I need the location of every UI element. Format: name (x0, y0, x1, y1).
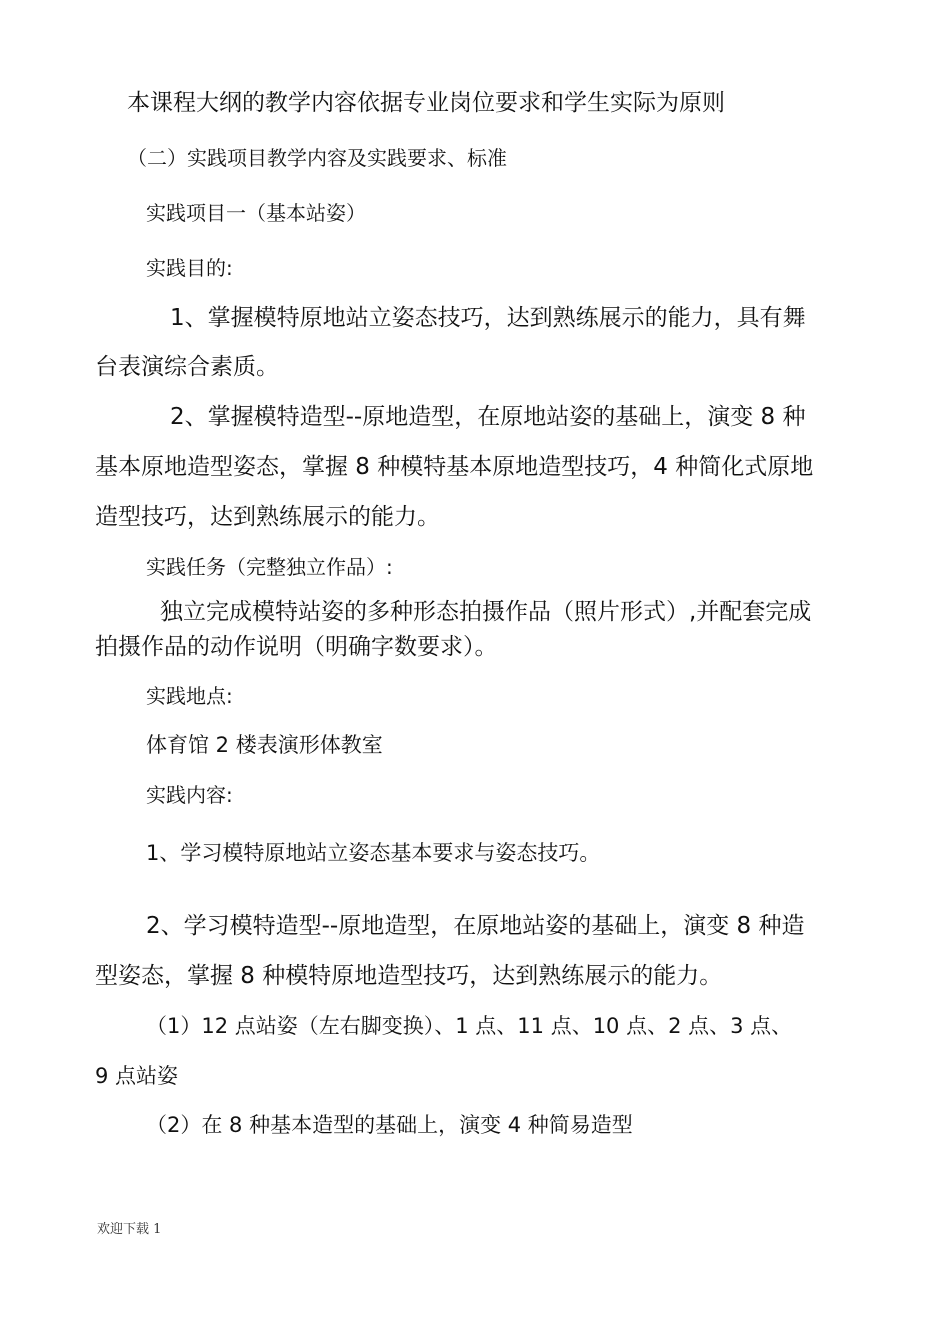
content-item-2-line1: 2、学习模特造型--原地造型，在原地站姿的基础上，演变 8 种造 (146, 913, 805, 939)
section-heading: （二）实践项目教学内容及实践要求、标准 (127, 146, 507, 170)
sub-item-1-line1: （1）12 点站姿（左右脚变换）、1 点、11 点、10 点、2 点、3 点、 (146, 1014, 793, 1038)
intro-line: 本课程大纲的教学内容依据专业岗位要求和学生实际为原则 (127, 90, 725, 116)
location-value: 体育馆 2 楼表演形体教室 (146, 733, 383, 757)
goal-2-line3: 造型技巧，达到熟练展示的能力。 (95, 504, 440, 530)
content-item-2-line2: 型姿态，掌握 8 种模特原地造型技巧，达到熟练展示的能力。 (95, 963, 723, 989)
sub-item-2: （2）在 8 种基本造型的基础上，演变 4 种简易造型 (146, 1113, 633, 1137)
project-title: 实践项目一（基本站姿） (146, 201, 366, 225)
goal-label: 实践目的: (146, 256, 233, 280)
task-line2: 拍摄作品的动作说明（明确字数要求）。 (95, 634, 498, 660)
sub-item-1-line2: 9 点站姿 (95, 1064, 179, 1088)
goal-2-line1: 2、掌握模特造型--原地造型，在原地站姿的基础上，演变 8 种 (170, 404, 806, 430)
goal-1-line2: 台表演综合素质。 (95, 354, 279, 380)
task-line1: 独立完成模特站姿的多种形态拍摄作品（照片形式）,并配套完成 (160, 599, 812, 625)
location-label: 实践地点: (146, 684, 233, 708)
goal-2-line2: 基本原地造型姿态，掌握 8 种模特基本原地造型技巧，4 种简化式原地 (95, 454, 814, 480)
content-label: 实践内容: (146, 783, 233, 807)
goal-1-line1: 1、掌握模特原地站立姿态技巧，达到熟练展示的能力，具有舞 (170, 305, 806, 331)
content-item-1: 1、学习模特原地站立姿态基本要求与姿态技巧。 (146, 841, 601, 865)
footer-text: 欢迎下载 1 (97, 1222, 162, 1237)
task-label: 实践任务（完整独立作品）: (146, 555, 393, 579)
